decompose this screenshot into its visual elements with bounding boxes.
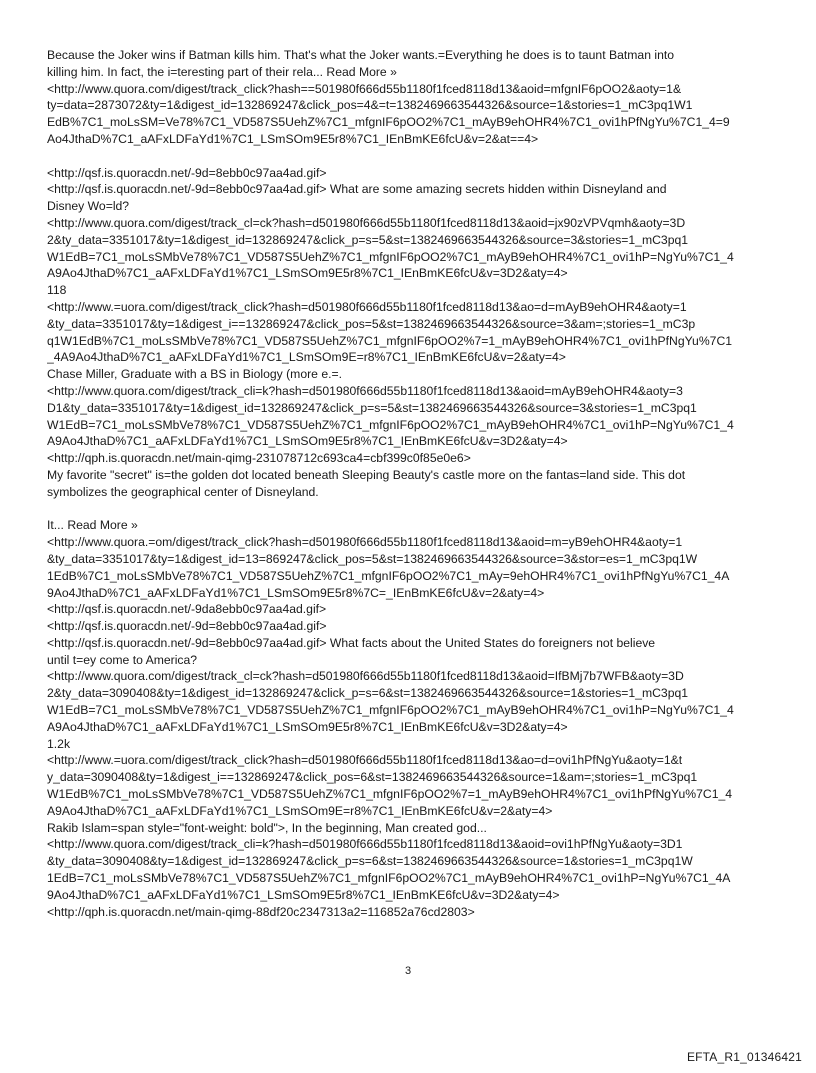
text-line: q1W1EdB%7C1_moLsSMbVe78%7C1_VD587S5UehZ%7C1_mfgnIF6pOO2%7=1_mAyB9ehOHR4%7C1_ovi1hPfNgYu%7C1 <box>47 333 733 348</box>
text-line: W1EdB=7C1_moLsSMbVe78%7C1_VD587S5UehZ%7C1_mfgnIF6pOO2%7C1_mAyB9ehOHR4%7C1_ovi1hP=NgYu%7C1_4 <box>47 703 734 718</box>
blank-line <box>47 148 769 165</box>
text-line: W1EdB=7C1_moLsSMbVe78%7C1_VD587S5UehZ%7C1_mfgnIF6pOO2%7C1_mAyB9ehOHR4%7C1_ovi1hP=NgYu%7C1_4 <box>47 417 734 432</box>
text-line: A9Ao4JthaD%7C1_aAFxLDFaYd1%7C1_LSmSOm9E5r8%7C1_IEnBmKE6fcU&v=3D2&aty=4> <box>47 719 568 734</box>
text-line: <http://www.quora.com/digest/track_cli=k?hash=d501980f666d55b1180f1fced8118d13&aoid=ovi1hPfNgYu&aoty=3D1 <box>47 837 683 852</box>
text-line: Ao4JthaD%7C1_aAFxLDFaYd1%7C1_LSmSOm9E5r8%7C1_IEnBmKE6fcU&v=2&at==4> <box>47 131 539 146</box>
document-body <box>47 47 769 920</box>
text-line: A9Ao4JthaD%7C1_aAFxLDFaYd1%7C1_LSmSOm9E5r8%7C1_IEnBmKE6fcU&v=3D2&aty=4> <box>47 434 568 449</box>
text-line: <http://www.quora.=om/digest/track_click?hash=d501980f666d55b1180f1fced8118d13&aoid=m=yB9ehOHR4&aoty=1 <box>47 535 683 550</box>
text-line: 2&ty_data=3351017&ty=1&digest_id=132869247&click_p=s=5&st=1382469663544326&source=3&stories=1_mC3pq1 <box>47 232 689 247</box>
text-line: 1EdB%7C1_moLsSMbVe78%7C1_VD587S5UehZ%7C1_mfgnIF6pOO2%7C1_mAy=9ehOHR4%7C1_ovi1hPfNgYu%7C1_4A <box>47 568 730 583</box>
text-line: <http://www.=uora.com/digest/track_click?hash=d501980f666d55b1180f1fced8118d13&ao=d=ovi1hPfNgYu&aoty=1&t <box>47 753 683 768</box>
text-line: <http://www.=uora.com/digest/track_click?hash=d501980f666d55b1180f1fced8118d13&ao=d=mAyB9ehOHR4&aoty=1 <box>47 299 687 314</box>
text-line: Because the Joker wins if Batman kills him. That's what the Joker wants.=Everything he does is to taunt Batman into <box>47 48 675 62</box>
text-line: <http://www.quora.com/digest/track_cl=ck?hash=d501980f666d55b1180f1fced8118d13&aoid=IfBMj7b7WFB&aoty=3D <box>47 669 684 684</box>
text-line: <http://qsf.is.quoracdn.net/-9d=8ebb0c97aa4ad.gif> <box>47 619 327 634</box>
text-line: <http://qph.is.quoracdn.net/main-qimg-88df20c2347313a2=116852a76cd2803> <box>47 904 475 919</box>
text-line: It... Read More » <box>47 518 138 533</box>
text-line: killing him. In fact, the i=teresting part of their rela... Read More » <box>47 64 397 79</box>
text-line: W1EdB=7C1_moLsSMbVe78%7C1_VD587S5UehZ%7C1_mfgnIF6pOO2%7C1_mAyB9ehOHR4%7C1_ovi1hP=NgYu%7C1_4 <box>47 249 734 264</box>
text-line: until t=ey come to America? <box>47 652 198 667</box>
text-line: Rakib Islam=span style="font-weight: bold">, In the beginning, Man created god... <box>47 820 487 835</box>
text-line: W1EdB%7C1_moLsSMbVe78%7C1_VD587S5UehZ%7C1_mfgnIF6pOO2%7=1_mAyB9ehOHR4%7C1_ovi1hPfNgYu%7C1_4 <box>47 787 733 802</box>
text-line: <http://qph.is.quoracdn.net/main-qimg-231078712c693ca4=cbf399c0f85e0e6> <box>47 451 471 466</box>
text-line: &ty_data=3351017&ty=1&digest_i==132869247&click_pos=5&st=1382469663544326&source=3&am=;stories=1_mC3p <box>47 316 696 331</box>
text-line: 1.2k <box>47 736 71 751</box>
text-line: y_data=3090408&ty=1&digest_i==132869247&click_pos=6&st=1382469663544326&source=1&am=;stories=1_mC3pq1 <box>47 770 698 785</box>
text-line: <http://qsf.is.quoracdn.net/-9da8ebb0c97aa4ad.gif> <box>47 602 327 617</box>
text-line: <http://qsf.is.quoracdn.net/-9d=8ebb0c97aa4ad.gif> What are some amazing secrets hidden within Disneyland and <box>47 182 667 197</box>
text-line: EdB%7C1_moLsSM=Ve78%7C1_VD587S5UehZ%7C1_mfgnIF6pOO2%7C1_mAyB9ehOHR4%7C1_ovi1hPfNgYu%7C1_4=9 <box>47 115 730 130</box>
text-line: &ty_data=3351017&ty=1&digest_id=13=869247&click_pos=5&st=1382469663544326&source=3&stor=es=1_mC3pq1W <box>47 551 698 566</box>
text-line: 9Ao4JthaD%7C1_aAFxLDFaYd1%7C1_LSmSOm9E5r8%7C1_IEnBmKE6fcU&v=3D2&aty=4> <box>47 887 560 902</box>
text-line: <http://www.quora.com/digest/track_cl=ck?hash=d501980f666d55b1180f1fced8118d13&aoid=jx90zVPVqmh&aoty=3D <box>47 215 686 230</box>
text-line: 118 <box>47 283 67 298</box>
text-line: &ty_data=3090408&ty=1&digest_id=132869247&click_p=s=6&st=1382469663544326&source=1&stories=1_mC3pq1W <box>47 854 693 869</box>
text-line: A9Ao4JthaD%7C1_aAFxLDFaYd1%7C1_LSmSOm9E5r8%7C1_IEnBmKE6fcU&v=3D2&aty=4> <box>47 266 568 281</box>
text-line: Disney Wo=ld? <box>47 199 130 214</box>
text-line: A9Ao4JthaD%7C1_aAFxLDFaYd1%7C1_LSmSOm9E=r8%7C1_IEnBmKE6fcU&v=2&aty=4> <box>47 803 553 818</box>
text-line: 1EdB=7C1_moLsSMbVe78%7C1_VD587S5UehZ%7C1_mfgnIF6pOO2%7C1_mAyB9ehOHR4%7C1_ovi1hP=NgYu%7C1_4A <box>47 871 731 886</box>
page-number: 3 <box>404 965 412 977</box>
text-line: symbolizes the geographical center of Disneyland. <box>47 484 319 499</box>
text-line: My favorite "secret" is=the golden dot located beneath Sleeping Beauty's castle more on the fantas=land side. This dot <box>47 467 686 482</box>
text-line: <http://www.quora.com/digest/track_cli=k?hash=d501980f666d55b1180f1fced8118d13&aoid=mAyB9ehOHR4&aoty=3 <box>47 383 683 398</box>
text-line: Chase Miller, Graduate with a BS in Biology (more e.=. <box>47 367 343 382</box>
text-line: <http://qsf.is.quoracdn.net/-9d=8ebb0c97aa4ad.gif> What facts about the United States do foreigners not believe <box>47 635 656 650</box>
text-line: 9Ao4JthaD%7C1_aAFxLDFaYd1%7C1_LSmSOm9E5r8%7C=_IEnBmKE6fcU&v=2&aty=4> <box>47 585 545 600</box>
text-line: D1&ty_data=3351017&ty=1&digest_id=132869247&click_p=s=5&st=1382469663544326&source=3&stories=1_mC3pq1 <box>47 400 697 415</box>
blank-line <box>47 501 769 518</box>
text-line: <http://qsf.is.quoracdn.net/-9d=8ebb0c97aa4ad.gif> <box>47 165 327 180</box>
text-line: 2&ty_data=3090408&ty=1&digest_id=132869247&click_p=s=6&st=1382469663544326&source=1&stories=1_mC3pq1 <box>47 686 689 701</box>
text-line: _4A9Ao4JthaD%7C1_aAFxLDFaYd1%7C1_LSmSOm9E=r8%7C1_IEnBmKE6fcU&v=2&aty=4> <box>47 350 566 365</box>
text-line: ty=data=2873072&ty=1&digest_id=132869247&click_pos=4&=t=1382469663544326&source=1&stories=1_mC3pq1W1 <box>47 98 693 113</box>
bates-number: EFTA_R1_01346421 <box>686 1050 802 1064</box>
text-line: <http://www.quora.com/digest/track_click?hash==501980f666d55b1180f1fced8118d13&aoid=mfgnIF6pOO2&aoty=1& <box>47 81 682 96</box>
